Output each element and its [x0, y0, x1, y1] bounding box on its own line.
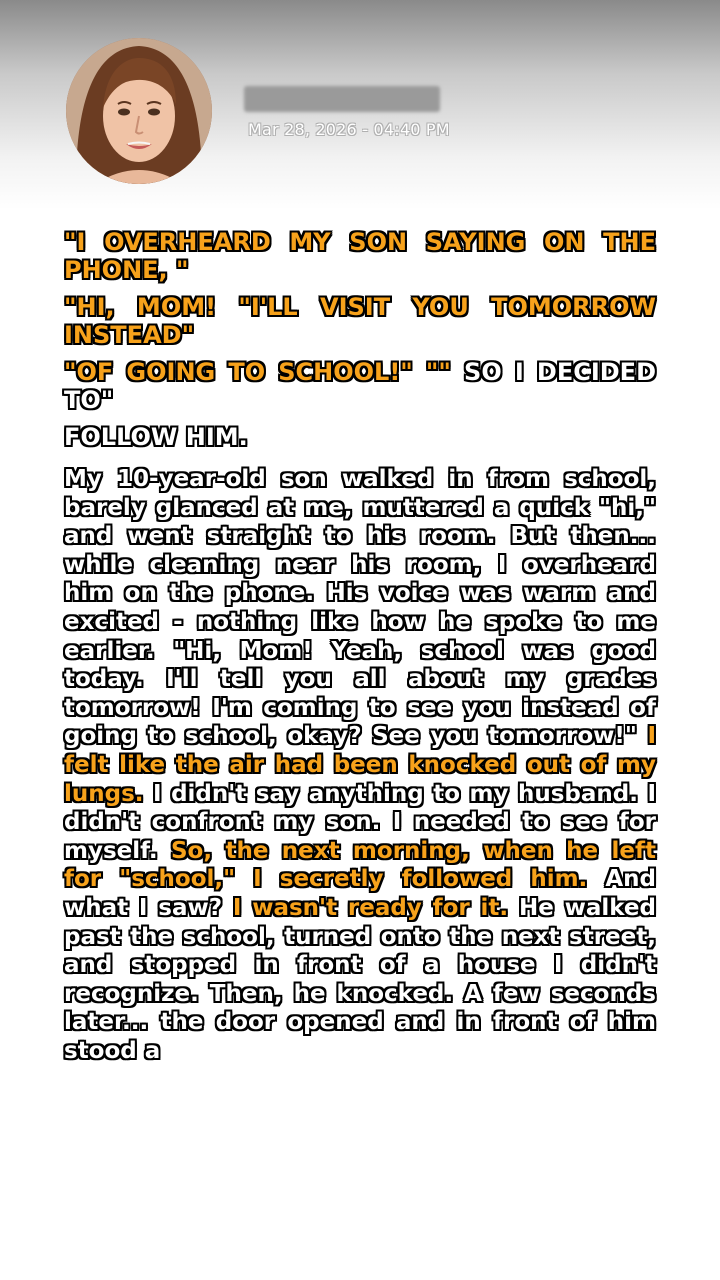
headline-line-3 [64, 358, 656, 414]
body-part-3: And what I saw? [64, 866, 656, 921]
body-highlight-3: I wasn't ready for it. [232, 894, 509, 921]
body-highlight-2: So, the next morning, when he left for "school," I secretly followed him. [64, 837, 657, 893]
headline-line-3-highlight: "OF GOING TO SCHOOL!" "" [64, 358, 451, 386]
headline-line-3-rest: SO I DECIDED TO" [64, 358, 656, 414]
story-body [64, 465, 656, 1065]
body-highlight-1: I felt like the air had been knocked out of my lungs. [64, 723, 656, 807]
username-redacted[interactable] [244, 86, 440, 112]
profile-photo-icon [66, 38, 212, 184]
headline-line-4: FOLLOW HIM. [64, 423, 248, 451]
body-part-2: I didn't say anything to my husband. I didn't confront my son. I needed to see for myself. [64, 780, 656, 864]
body-part-4: He walked past the school, turned onto the next street, and stopped in front of a house I didn't recognize. Then, he knocked. A few seconds later... the door opened and in front of him stood a [64, 894, 656, 1064]
avatar[interactable] [66, 38, 212, 184]
post-timestamp: Mar 28, 2026 - 04:40 PM [248, 120, 450, 139]
body-part-1: My 10-year-old son walked in from school, barely glanced at me, muttered a quick "hi," and went straight to his room. But then... while cleaning near his room, I overheard him on the phone. His voice was warm and excited - nothing like how he spoke to me earlier. "Hi, Mom! Yeah, school was good today. I'll tell you all about my grades tomorrow! I'm coming to see you instead of going to school, okay? See you tomorrow!" [64, 466, 656, 750]
headline-line-1: "I OVERHEARD MY SON SAYING ON THE PHONE, " [64, 228, 656, 284]
story-content [64, 228, 656, 1065]
headline-line-2: "HI, MOM! "I'LL VISIT YOU TOMORROW INSTEAD" [64, 293, 656, 349]
